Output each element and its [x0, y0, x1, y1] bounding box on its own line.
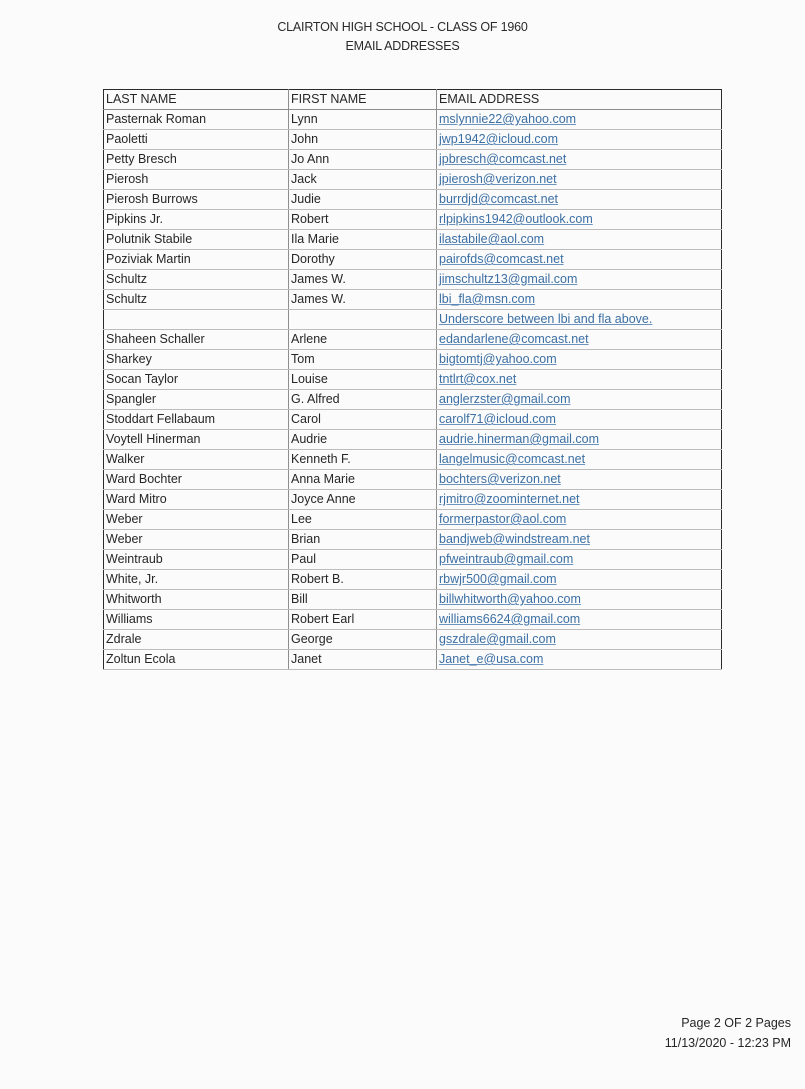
print-timestamp: 11/13/2020 - 12:23 PM	[664, 1036, 791, 1050]
email-cell	[437, 210, 722, 230]
last-name-cell: Paoletti	[104, 130, 289, 150]
email-cell	[437, 510, 722, 530]
last-name-cell: Whitworth	[104, 590, 289, 610]
table-row	[104, 170, 722, 190]
email-cell	[437, 390, 722, 410]
first-name-cell: Dorothy	[289, 250, 437, 270]
first-name-cell: Judie	[289, 190, 437, 210]
email-cell	[437, 170, 722, 190]
email-cell	[437, 650, 722, 670]
last-name-cell: Sharkey	[104, 350, 289, 370]
email-link[interactable]: pfweintraub@gmail.com	[439, 552, 574, 566]
email-cell	[437, 370, 722, 390]
table-row	[104, 250, 722, 270]
email-cell	[437, 610, 722, 630]
first-name-cell: Brian	[289, 530, 437, 550]
first-name-cell: James W.	[289, 270, 437, 290]
last-name-cell: Polutnik Stabile	[104, 230, 289, 250]
table-row	[104, 190, 722, 210]
first-name-cell: Jo Ann	[289, 150, 437, 170]
email-cell	[437, 230, 722, 250]
first-name-cell: James W.	[289, 290, 437, 310]
email-link[interactable]: bigtomtj@yahoo.com	[439, 352, 557, 366]
header-last-name: LAST NAME	[104, 90, 289, 110]
email-cell	[437, 590, 722, 610]
email-cell	[437, 190, 722, 210]
email-cell	[437, 430, 722, 450]
email-link[interactable]: rjmitro@zoominternet.net	[439, 492, 580, 506]
table-row	[104, 550, 722, 570]
table-row	[104, 430, 722, 450]
email-link[interactable]: anglerzster@gmail.com	[439, 392, 571, 406]
first-name-cell: Ila Marie	[289, 230, 437, 250]
last-name-cell: Spangler	[104, 390, 289, 410]
last-name-cell: Weber	[104, 530, 289, 550]
table-row	[104, 630, 722, 650]
email-link[interactable]: Underscore between lbi and fla above.	[439, 312, 653, 326]
email-cell	[437, 530, 722, 550]
table-row	[104, 330, 722, 350]
table-row	[104, 590, 722, 610]
first-name-cell: Lee	[289, 510, 437, 530]
last-name-cell: Voytell Hinerman	[104, 430, 289, 450]
last-name-cell: Zdrale	[104, 630, 289, 650]
last-name-cell: Ward Mitro	[104, 490, 289, 510]
first-name-cell: Robert B.	[289, 570, 437, 590]
email-link[interactable]: jpierosh@verizon.net	[439, 172, 557, 186]
header-email-address: EMAIL ADDRESS	[437, 90, 722, 110]
last-name-cell: Pierosh	[104, 170, 289, 190]
first-name-cell: Audrie	[289, 430, 437, 450]
email-link[interactable]: langelmusic@comcast.net	[439, 452, 586, 466]
last-name-cell: Schultz	[104, 290, 289, 310]
last-name-cell: Weintraub	[104, 550, 289, 570]
document-subtitle: EMAIL ADDRESSES	[345, 39, 460, 53]
email-link[interactable]: jpbresch@comcast.net	[439, 152, 567, 166]
table-row	[104, 130, 722, 150]
first-name-cell: Bill	[289, 590, 437, 610]
first-name-cell: Louise	[289, 370, 437, 390]
email-link[interactable]: mslynnie22@yahoo.com	[439, 112, 577, 126]
email-cell	[437, 130, 722, 150]
email-cell	[437, 150, 722, 170]
first-name-cell: Jack	[289, 170, 437, 190]
email-link[interactable]: audrie.hinerman@gmail.com	[439, 432, 599, 446]
last-name-cell: Poziviak Martin	[104, 250, 289, 270]
table-header-row	[104, 90, 722, 110]
first-name-cell: Paul	[289, 550, 437, 570]
email-cell	[437, 310, 722, 330]
last-name-cell: Ward Bochter	[104, 470, 289, 490]
table-row	[104, 490, 722, 510]
last-name-cell: Schultz	[104, 270, 289, 290]
first-name-cell: Carol	[289, 410, 437, 430]
email-link[interactable]: rbwjr500@gmail.com	[439, 572, 557, 586]
email-link[interactable]: tntlrt@cox.net	[439, 372, 517, 386]
table-row	[104, 110, 722, 130]
email-link[interactable]: bandjweb@windstream.net	[439, 532, 590, 546]
first-name-cell: Janet	[289, 650, 437, 670]
email-link[interactable]: edandarlene@comcast.net	[439, 332, 589, 346]
email-cell	[437, 490, 722, 510]
table-row	[104, 350, 722, 370]
first-name-cell: Joyce Anne	[289, 490, 437, 510]
last-name-cell: Weber	[104, 510, 289, 530]
first-name-cell: Arlene	[289, 330, 437, 350]
table-row	[104, 470, 722, 490]
first-name-cell	[289, 310, 437, 330]
email-cell	[437, 570, 722, 590]
email-link[interactable]: burrdjd@comcast.net	[439, 192, 558, 206]
table-row	[104, 650, 722, 670]
email-cell	[437, 290, 722, 310]
email-link[interactable]: jimschultz13@gmail.com	[439, 272, 578, 286]
last-name-cell: Stoddart Fellabaum	[104, 410, 289, 430]
first-name-cell: Lynn	[289, 110, 437, 130]
first-name-cell: Tom	[289, 350, 437, 370]
document-title: CLAIRTON HIGH SCHOOL - CLASS OF 1960	[277, 20, 528, 34]
first-name-cell: Robert Earl	[289, 610, 437, 630]
email-cell	[437, 630, 722, 650]
email-cell	[437, 330, 722, 350]
last-name-cell: Socan Taylor	[104, 370, 289, 390]
email-link[interactable]: jwp1942@icloud.com	[439, 132, 559, 146]
last-name-cell: White, Jr.	[104, 570, 289, 590]
table-body	[104, 110, 722, 670]
last-name-cell: Pipkins Jr.	[104, 210, 289, 230]
email-cell	[437, 110, 722, 130]
email-link[interactable]: Janet_e@usa.com	[439, 652, 544, 666]
email-cell	[437, 470, 722, 490]
page-number: Page 2 OF 2 Pages	[681, 1016, 791, 1030]
last-name-cell: Pasternak Roman	[104, 110, 289, 130]
table-row	[104, 410, 722, 430]
email-link[interactable]: rlpipkins1942@outlook.com	[439, 212, 593, 226]
first-name-cell: George	[289, 630, 437, 650]
last-name-cell: Zoltun Ecola	[104, 650, 289, 670]
email-link[interactable]: lbi_fla@msn.com	[439, 292, 536, 306]
email-address-table	[103, 89, 722, 670]
email-cell	[437, 550, 722, 570]
header-first-name: FIRST NAME	[289, 90, 437, 110]
email-link[interactable]: billwhitworth@yahoo.com	[439, 592, 581, 606]
last-name-cell: Williams	[104, 610, 289, 630]
last-name-cell: Pierosh Burrows	[104, 190, 289, 210]
email-link[interactable]: pairofds@comcast.net	[439, 252, 564, 266]
table-row	[104, 310, 722, 330]
last-name-cell: Walker	[104, 450, 289, 470]
table-row	[104, 290, 722, 310]
email-cell	[437, 450, 722, 470]
first-name-cell: John	[289, 130, 437, 150]
table-row	[104, 570, 722, 590]
email-link[interactable]: gszdrale@gmail.com	[439, 632, 556, 646]
email-cell	[437, 250, 722, 270]
table-row	[104, 150, 722, 170]
last-name-cell	[104, 310, 289, 330]
table-row	[104, 210, 722, 230]
table-row	[104, 390, 722, 410]
first-name-cell: G. Alfred	[289, 390, 437, 410]
table-row	[104, 530, 722, 550]
table-row	[104, 230, 722, 250]
last-name-cell: Shaheen Schaller	[104, 330, 289, 350]
email-cell	[437, 350, 722, 370]
email-link[interactable]: bochters@verizon.net	[439, 472, 561, 486]
first-name-cell: Anna Marie	[289, 470, 437, 490]
email-link[interactable]: formerpastor@aol.com	[439, 512, 567, 526]
first-name-cell: Kenneth F.	[289, 450, 437, 470]
email-link[interactable]: ilastabile@aol.com	[439, 232, 545, 246]
email-cell	[437, 270, 722, 290]
last-name-cell: Petty Bresch	[104, 150, 289, 170]
email-link[interactable]: carolf71@icloud.com	[439, 412, 556, 426]
table-row	[104, 370, 722, 390]
table-row	[104, 510, 722, 530]
first-name-cell: Robert	[289, 210, 437, 230]
table-row	[104, 270, 722, 290]
email-link[interactable]: williams6624@gmail.com	[439, 612, 581, 626]
email-cell	[437, 410, 722, 430]
table-row	[104, 450, 722, 470]
table-row	[104, 610, 722, 630]
